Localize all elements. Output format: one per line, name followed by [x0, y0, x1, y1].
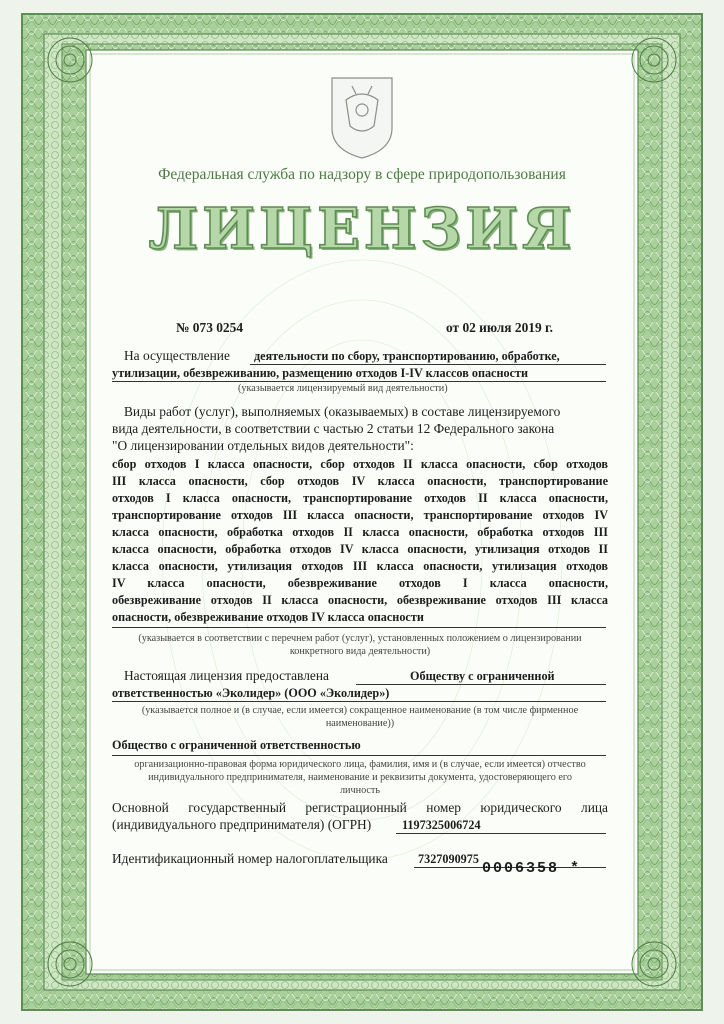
- holder-intro: Настоящая лицензия предоставлена: [124, 668, 329, 683]
- ogrn-label-line-2: (индивидуального предпринимателя) (ОГРН): [112, 817, 372, 832]
- inn-value: 7327090975: [418, 852, 479, 866]
- works-list-line: обезвреживание отходов II класса опасности, обезвреживание отходов III класса: [112, 593, 608, 607]
- works-list-line: класса опасности, обработка отходов IV класса опасности, утилизация отходов II: [112, 542, 608, 556]
- holder-note: [100, 704, 620, 730]
- holder-note-line: (указывается полное и (в случае, если имеется) сокращенное наименование (в том числе фирменное: [141, 705, 579, 716]
- underline: [112, 755, 606, 756]
- legal-form: Общество с ограниченной ответственностью: [112, 738, 361, 752]
- works-note-line: конкретного вида деятельности): [289, 646, 431, 657]
- underline: [112, 381, 606, 382]
- works-note: [100, 632, 620, 658]
- activity-note: (указывается лицензируемый вид деятельности): [238, 383, 448, 394]
- document-title: ЛИЦЕНЗИЯ: [148, 196, 576, 262]
- coat-of-arms-icon: [332, 78, 392, 158]
- activity-line-2: утилизации, обезвреживанию, размещению отходов I-IV классов опасности: [112, 366, 529, 380]
- works-list-line: IV класса опасности, обезвреживание отходов I класса опасности,: [112, 576, 608, 590]
- legal-note: [100, 758, 620, 797]
- holder-name-line-1: Обществу с ограниченной: [410, 669, 555, 683]
- works-list-line: сбор отходов I класса опасности, сбор отходов II класса опасности, сбор отходов: [112, 457, 608, 471]
- works-list-line: транспортирование отходов III класса опасности, транспортирование отходов IV: [112, 508, 608, 522]
- works-intro-line: Виды работ (услуг), выполняемых (оказываемых) в составе лицензируемого: [124, 404, 561, 419]
- license-number: № 073 0254: [176, 320, 244, 335]
- works-list-line: класса опасности, обработка отходов II класса опасности, обработка отходов III: [112, 525, 608, 539]
- inn-label: Идентификационный номер налогоплательщика: [112, 851, 388, 866]
- agency-name: Федеральная служба по надзору в сфере природопользования: [158, 166, 566, 183]
- works-list-line: опасности, обезвреживание отходов IV класса опасности: [112, 610, 424, 624]
- legal-note-line: индивидуального предпринимателя, наименование и реквизиты документа, удостоверяющего его: [148, 772, 572, 783]
- works-intro-line: вида деятельности, в соответствии с частью 2 статьи 12 Федерального закона: [112, 421, 555, 436]
- works-intro-line: "О лицензировании отдельных видов деятельности":: [112, 438, 414, 453]
- underline: [250, 364, 606, 365]
- activity-line-1: деятельности по сбору, транспортированию, обработке,: [254, 349, 560, 363]
- underline: [356, 684, 606, 685]
- ogrn-label-line-1: Основной государственный регистрационный номер юридического лица: [112, 800, 608, 815]
- underline: [112, 627, 606, 628]
- works-list-line: III класса опасности, сбор отходов IV класса опасности, транспортирование: [112, 474, 608, 488]
- works-note-line: (указывается в соответствии с перечнем работ (услуг), установленных положением о лицензировании: [138, 633, 582, 644]
- works-list-line: отходов I класса опасности, транспортирование отходов II класса опасности,: [112, 491, 608, 505]
- legal-note-line: организационно-правовая форма юридического лица, фамилия, имя и (в случае, если имеется) отчество: [134, 759, 586, 770]
- legal-note-line: личность: [339, 785, 381, 796]
- holder-note-line: наименование)): [325, 718, 395, 729]
- activity-intro: На осуществление: [124, 348, 230, 363]
- underline: [112, 701, 606, 702]
- works-list-line: класса опасности, утилизация отходов III класса опасности, утилизация отходов: [112, 559, 608, 573]
- ogrn-value: 1197325006724: [402, 818, 481, 832]
- license-date: от 02 июля 2019 г.: [446, 320, 553, 335]
- underline: [396, 833, 606, 834]
- holder-name-line-2: ответственностью «Эколидер» (ООО «Эколидер»): [112, 686, 390, 700]
- serial-number: 0006358 *: [482, 860, 582, 877]
